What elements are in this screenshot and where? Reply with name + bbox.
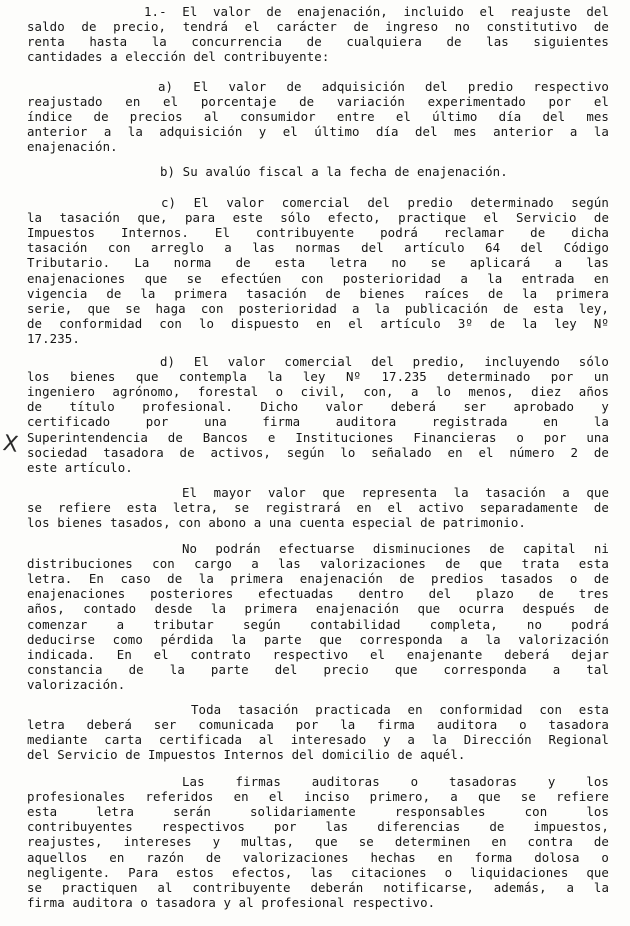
paragraph-line: 17.235. [27,330,80,346]
paragraph-line: mediante carta certificada al interesado y a la Dirección Regional [27,732,609,748]
paragraph-line: Toda tasación practicada en conformidad con esta [191,702,609,717]
paragraph-line: deducirse como pérdida la parte que corresponda a la valorización [27,631,609,647]
paragraph-line: enajenación. [27,139,118,155]
paragraph-line: renta hasta la concurrencia de cualquiera de las siguientes [27,34,609,50]
paragraph-line: del Servicio de Impuestos Internos del domicilio de aquél. [27,747,466,763]
paragraph-line: la tasación que, para este sólo efecto, practique el Servicio de [27,210,609,226]
paragraph-line: valorización. [27,676,126,692]
paragraph-line: serie, que se haga con posterioridad a la publicación de esta ley, [27,300,609,316]
paragraph-line: anterior a la adquisición y el último día del mes anterior a la [27,124,609,140]
paragraph-line: años, contado desde la primera enajenación que ocurra después de [27,601,609,617]
paragraph-line: Superintendencia de Bancos e Instituciones Financieras o por una [27,429,609,445]
paragraph-line: enajenaciones posteriores efectuadas dentro del plazo de tres [27,586,609,602]
paragraph-line: se refiere esta letra, se registrará en el activo separadamente de [27,500,609,516]
paragraph-line: reajustes, intereses y multas, que se determinen en contra de [27,834,609,850]
paragraph-line: esta letra serán solidariamente responsables con los [27,804,609,820]
paragraph-line: ingeniero agrónomo, forestal o civil, con, a lo menos, diez años [27,384,609,400]
paragraph-line: los bienes que contempla la ley Nº 17.235 determinado por un [27,369,609,385]
paragraph-line: certificado por una firma auditora registrada en la [27,414,609,430]
paragraph-line: negligente. Para estos efectos, las citaciones o liquidaciones que [27,864,609,880]
paragraph-line: 1.- El valor de enajenación, incluido el reajuste del [144,4,609,19]
paragraph-line: enajenaciones que se efectúen con posterioridad a la entrada en [27,270,609,286]
paragraph-line: Las firmas auditoras o tasadoras y los [182,774,609,789]
paragraph-line: d) El valor comercial del predio, incluyendo sólo [160,354,609,369]
paragraph-line: tasación con arreglo a las normas del artículo 64 del Código [27,240,609,256]
paragraph-line: b) Su avalúo fiscal a la fecha de enajenación. [160,164,508,179]
paragraph-line: índice de precios al consumidor entre el último día del mes [27,109,609,125]
paragraph-line: No podrán efectuarse disminuciones de capital ni [182,541,609,556]
handwritten-x-mark: X [1,431,20,458]
paragraph-line: se practiquen al contribuyente deberán notificarse, además, a la [27,879,609,895]
paragraph-line: comenzar a tributar según contabilidad completa, no podrá [27,616,609,632]
paragraph-line: saldo de precio, tendrá el carácter de ingreso no constitutivo de [27,19,609,35]
paragraph-line: letra. En caso de la primera enajenación de predios tasados o de [27,571,609,587]
paragraph-line: de conformidad con lo dispuesto en el artículo 3º de la ley Nº [27,315,609,331]
paragraph-line: Tributario. La norma de esta letra no se aplicará a las [27,255,609,271]
paragraph-line: aquellos en razón de valorizaciones hechas en forma dolosa o [27,849,609,865]
paragraph-line: de título profesional. Dicho valor deberá ser aprobado y [27,399,609,415]
paragraph-line: los bienes tasados, con abono a una cuenta especial de patrimonio. [27,515,526,531]
paragraph-line: constancia de la parte del precio que corresponda a tal [27,661,609,677]
paragraph-line: profesionales referidos en el inciso primero, a que se refiere [27,789,609,805]
paragraph-line: vigencia de la primera tasación de bienes raíces de la primera [27,285,609,301]
paragraph-line: c) El valor comercial del predio determinado según [161,195,609,210]
paragraph-line: sociedad tasadora de activos, según lo señalado en el número 2 de [27,444,609,460]
paragraph-line: este artículo. [27,459,133,475]
paragraph-line: reajustado en el porcentaje de variación experimentado por el [27,94,609,110]
paragraph-line: cantidades a elección del contribuyente: [27,49,330,65]
paragraph-line: distribuciones con cargo a las valorizaciones de que trata esta [27,556,609,572]
paragraph-line: firma auditora o tasadora y al profesional respectivo. [27,894,436,910]
paragraph-line: a) El valor de adquisición del predio respectivo [158,79,609,94]
paragraph-line: letra deberá ser comunicada por la firma auditora o tasadora [27,717,609,733]
paragraph-line: indicada. En el contrato respectivo el enajenante deberá dejar [27,646,609,662]
paragraph-line: El mayor valor que representa la tasación a que [182,485,609,500]
paragraph-line: Impuestos Internos. El contribuyente podrá reclamar de dicha [27,225,609,241]
paragraph-line: contribuyentes respectivos por las diferencias de impuestos, [27,819,609,835]
